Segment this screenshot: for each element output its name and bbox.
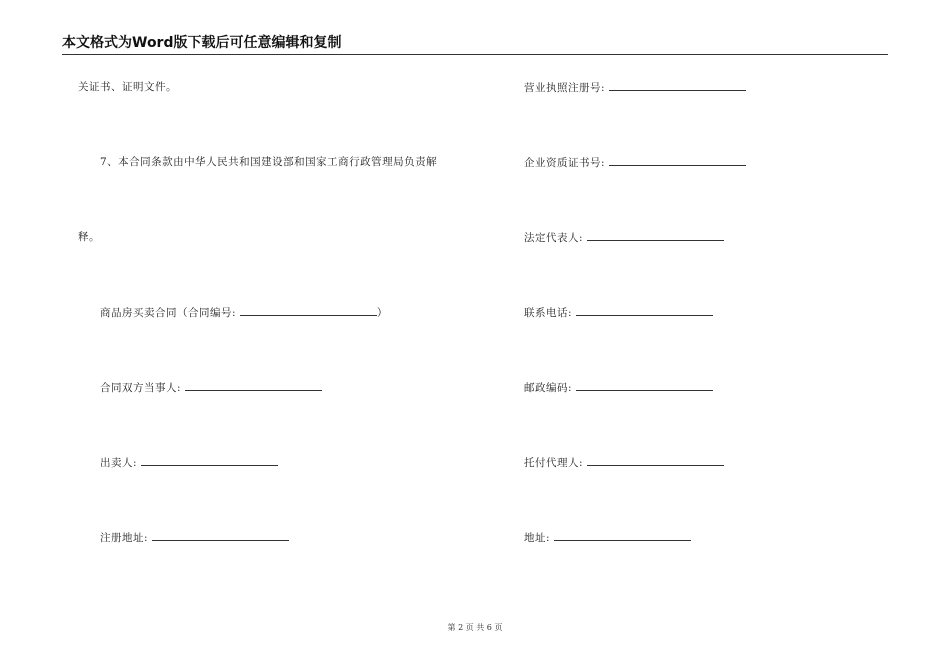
qualification-label: 企业资质证书号: bbox=[524, 157, 606, 169]
legal-rep-label: 法定代表人: bbox=[524, 232, 584, 244]
text-line-certificates bbox=[78, 80, 177, 94]
text-line-clause7 bbox=[100, 155, 437, 169]
license-field[interactable] bbox=[609, 80, 746, 91]
contract-number-line bbox=[100, 305, 388, 320]
parties-field[interactable] bbox=[185, 380, 322, 391]
phone-label: 联系电话: bbox=[524, 307, 573, 319]
page-footer bbox=[0, 622, 950, 633]
agent-field[interactable] bbox=[587, 455, 724, 466]
contract-number-field[interactable] bbox=[240, 305, 377, 316]
legal-rep-line bbox=[524, 230, 724, 245]
line-certificates-text: 关证书、证明文件。 bbox=[78, 81, 177, 93]
phone-field[interactable] bbox=[576, 305, 713, 316]
text-line-interpretation bbox=[78, 230, 100, 244]
postcode-field[interactable] bbox=[576, 380, 713, 391]
agent-line bbox=[524, 455, 724, 470]
reg-address-line bbox=[100, 530, 289, 545]
address-line bbox=[524, 530, 691, 545]
contract-number-label: 商品房买卖合同（合同编号: bbox=[100, 307, 237, 319]
page-header bbox=[62, 34, 888, 55]
page-number: 第 2 页 共 6 页 bbox=[447, 623, 503, 632]
parties-line bbox=[100, 380, 322, 395]
parties-label: 合同双方当事人: bbox=[100, 382, 182, 394]
reg-address-label: 注册地址: bbox=[100, 532, 149, 544]
contract-number-suffix: ） bbox=[376, 307, 388, 319]
line-clause7-text: 7、本合同条款由中华人民共和国建设部和国家工商行政管理局负责解 bbox=[100, 156, 438, 168]
postcode-line bbox=[524, 380, 713, 395]
legal-rep-field[interactable] bbox=[587, 230, 724, 241]
agent-label: 托付代理人: bbox=[524, 457, 584, 469]
address-label: 地址: bbox=[524, 532, 551, 544]
qualification-field[interactable] bbox=[609, 155, 746, 166]
seller-field[interactable] bbox=[141, 455, 278, 466]
seller-line bbox=[100, 455, 278, 470]
license-label: 营业执照注册号: bbox=[524, 82, 606, 94]
seller-label: 出卖人: bbox=[100, 457, 138, 469]
line-interpretation-text: 释。 bbox=[78, 231, 100, 243]
qualification-line bbox=[524, 155, 746, 170]
postcode-label: 邮政编码: bbox=[524, 382, 573, 394]
address-field[interactable] bbox=[554, 530, 691, 541]
header-title: 本文格式为Word版下载后可任意编辑和复制 bbox=[62, 35, 342, 51]
license-line bbox=[524, 80, 746, 95]
reg-address-field[interactable] bbox=[152, 530, 289, 541]
phone-line bbox=[524, 305, 713, 320]
